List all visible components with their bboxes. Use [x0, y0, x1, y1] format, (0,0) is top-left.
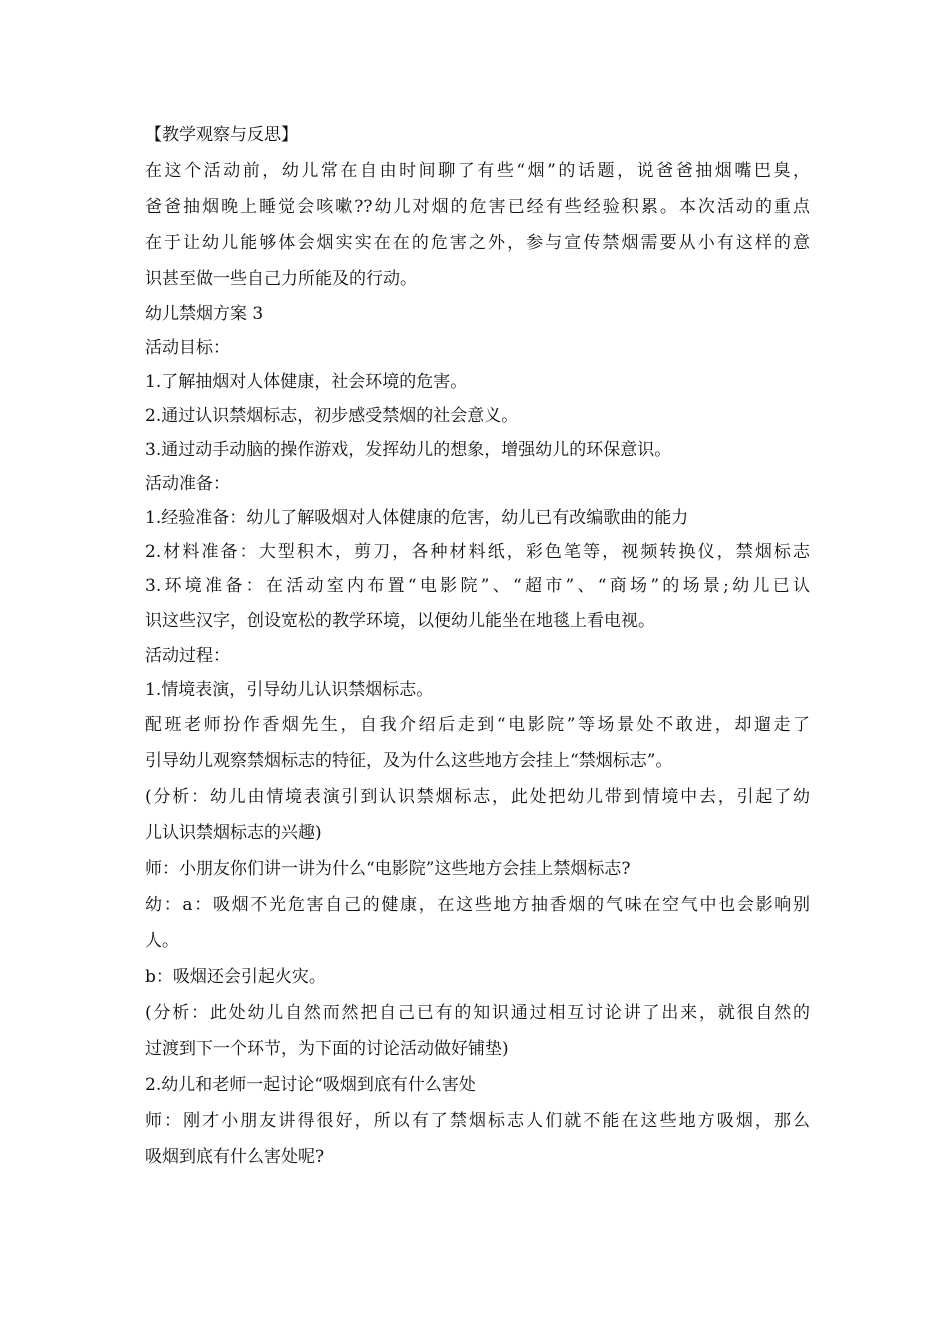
paragraph-line: 识这些汉字，创设宽松的教学环境，以便幼儿能坐在地毯上看电视。 — [145, 611, 655, 631]
dialogue-line: b：吸烟还会引起火灾。 — [145, 967, 326, 987]
analysis-line: 过渡到下一个环节，为下面的讨论活动做好铺垫) — [145, 1039, 509, 1059]
section-heading: 【教学观察与反思】 — [145, 125, 298, 145]
list-item: 2.幼儿和老师一起讨论“吸烟到底有什么害处 — [145, 1075, 476, 1095]
dialogue-line: 师：小朋友你们讲一讲为什么“电影院”这些地方会挂上禁烟标志? — [145, 859, 631, 879]
analysis-line: (分析：幼儿由情境表演引到认识禁烟标志，此处把幼儿带到情境中去，引起了幼 — [145, 787, 810, 807]
plan-title: 幼儿禁烟方案 3 — [145, 304, 264, 324]
analysis-line: 儿认识禁烟标志的兴趣) — [145, 823, 322, 843]
list-item: 3.环境准备：在活动室内布置“电影院”、“超市”、“商场”的场景;幼儿已认 — [145, 576, 810, 596]
list-item: 2.通过认识禁烟标志，初步感受禁烟的社会意义。 — [145, 406, 519, 426]
list-item: 1.了解抽烟对人体健康，社会环境的危害。 — [145, 372, 468, 392]
list-item: 3.通过动手动脑的操作游戏，发挥幼儿的想象，增强幼儿的环保意识。 — [145, 440, 672, 460]
dialogue-line: 幼：a：吸烟不光危害自己的健康，在这些地方抽香烟的气味在空气中也会影响别 — [145, 895, 810, 915]
paragraph-line: 在这个活动前，幼儿常在自由时间聊了有些“烟”的话题，说爸爸抽烟嘴巴臭， — [145, 161, 810, 181]
paragraph-line: 识甚至做一些自己力所能及的行动。 — [145, 269, 417, 289]
document-page — [145, 117, 810, 1175]
paragraph-line: 爸爸抽烟晚上睡觉会咳嗽??幼儿对烟的危害已经有些经验积累。本次活动的重点 — [145, 197, 810, 217]
list-item: 2.材料准备：大型积木，剪刀，各种材料纸，彩色笔等，视频转换仪，禁烟标志 — [145, 542, 810, 562]
section-label: 活动目标： — [145, 338, 230, 358]
dialogue-line: 吸烟到底有什么害处呢? — [145, 1147, 325, 1167]
paragraph-line: 在于让幼儿能够体会烟实实在在的危害之外，参与宣传禁烟需要从小有这样的意 — [145, 233, 810, 253]
dialogue-line: 师：刚才小朋友讲得很好，所以有了禁烟标志人们就不能在这些地方吸烟，那么 — [145, 1111, 810, 1131]
paragraph-line: 引导幼儿观察禁烟标志的特征，及为什么这些地方会挂上“禁烟标志”。 — [145, 751, 673, 771]
list-item: 1.情境表演，引导幼儿认识禁烟标志。 — [145, 680, 434, 700]
analysis-line: (分析：此处幼儿自然而然把自己已有的知识通过相互讨论讲了出来，就很自然的 — [145, 1003, 810, 1023]
section-label: 活动准备： — [145, 474, 230, 494]
list-item: 1.经验准备：幼儿了解吸烟对人体健康的危害，幼儿已有改编歌曲的能力 — [145, 508, 689, 528]
dialogue-line: 人。 — [145, 931, 179, 951]
section-label: 活动过程： — [145, 646, 230, 666]
paragraph-line: 配班老师扮作香烟先生，自我介绍后走到“电影院”等场景处不敢进，却遛走了 — [145, 715, 810, 735]
